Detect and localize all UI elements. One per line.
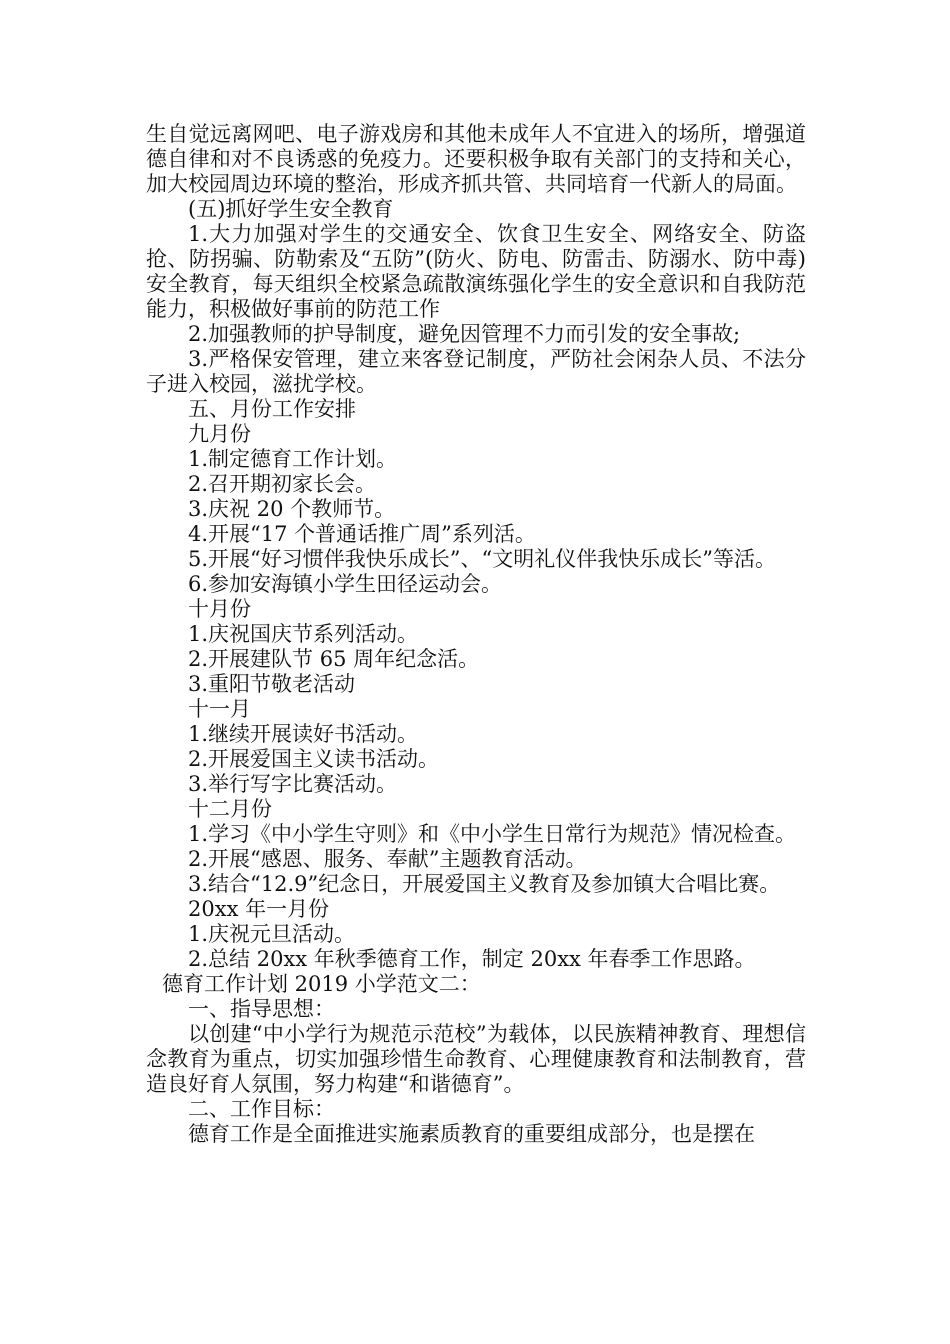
heading-october: 十月份 [188,597,251,621]
document-body [146,122,806,1147]
list-item: 2.开展“感恩、服务、奉献”主题教育活动。 [188,847,587,871]
list-item: 1.继续开展读好书活动。 [188,722,419,746]
heading-september: 九月份 [188,422,251,446]
list-item: 3.举行写字比赛活动。 [188,772,398,796]
paragraph-work-goals: 德育工作是全面推进实施素质教育的重要组成部分，也是摆在 [188,1122,755,1146]
heading-guiding-ideology: 一、指导思想： [188,997,335,1021]
heading-january: 20xx 年一月份 [188,897,330,921]
paragraph-safety-3: 3.严格保安管理，建立来客登记制度，严防社会闲杂人员、不法分子进入校园，滋扰学校。 [146,347,806,396]
list-item: 1.庆祝元旦活动。 [188,922,356,946]
list-item: 6.参加安海镇小学生田径运动会。 [188,572,503,596]
heading-work-goals: 二、工作目标： [188,1097,335,1121]
list-item: 1.庆祝国庆节系列活动。 [188,622,419,646]
paragraph-safety-2: 2.加强教师的护导制度，避免因管理不力而引发的安全事故; [188,322,741,346]
list-item: 4.开展“17 个普通话推广周”系列活。 [188,522,536,546]
paragraph-guiding-ideology: 以创建“中小学行为规范示范校”为载体，以民族精神教育、理想信念教育为重点，切实加强珍惜生命教育、心理健康教育和法制教育，营造良好育人氛围，努力构建“和谐德育”。 [146,1022,806,1096]
list-item: 2.召开期初家长会。 [188,472,377,496]
heading-monthly-schedule: 五、月份工作安排 [188,397,356,421]
list-item: 3.庆祝 20 个教师节。 [188,497,396,521]
list-item: 2.开展建队节 65 周年纪念活。 [188,647,480,671]
list-item: 1.学习《中小学生守则》和《中小学生日常行为规范》情况检查。 [188,822,797,846]
list-item: 2.开展爱国主义读书活动。 [188,747,440,771]
list-item: 2.总结 20xx 年秋季德育工作，制定 20xx 年春季工作思路。 [188,947,756,971]
list-item: 3.结合“12.9”纪念日，开展爱国主义教育及参加镇大合唱比赛。 [188,872,781,896]
heading-december: 十二月份 [188,797,272,821]
heading-sample-two: 德育工作计划 2019 小学范文二： [162,972,481,996]
paragraph-safety-1: 1.大力加强对学生的交通安全、饮食卫生安全、网络安全、防盗抢、防拐骗、防勒索及“五防”(防火、防电、防雷击、防溺水、防中毒)安全教育，每天组织全校紧急疏散演练强化学生的安全意识和自我防范能力，积极做好事前的防范工作 [146,222,806,321]
paragraph-intro: 生自觉远离网吧、电子游戏房和其他未成年人不宜进入的场所，增强道德自律和对不良诱惑的免疫力。还要积极争取有关部门的支持和关心，加大校园周边环境的整治，形成齐抓共管、共同培育一代新人的局面。 [146,122,806,196]
list-item: 5.开展“好习惯伴我快乐成长”、“文明礼仪伴我快乐成长”等活。 [188,547,776,571]
list-item: 1.制定德育工作计划。 [188,447,398,471]
list-item: 3.重阳节敬老活动 [188,672,356,696]
heading-safety-education: (五)抓好学生安全教育 [188,197,394,221]
heading-november: 十一月 [188,697,251,721]
